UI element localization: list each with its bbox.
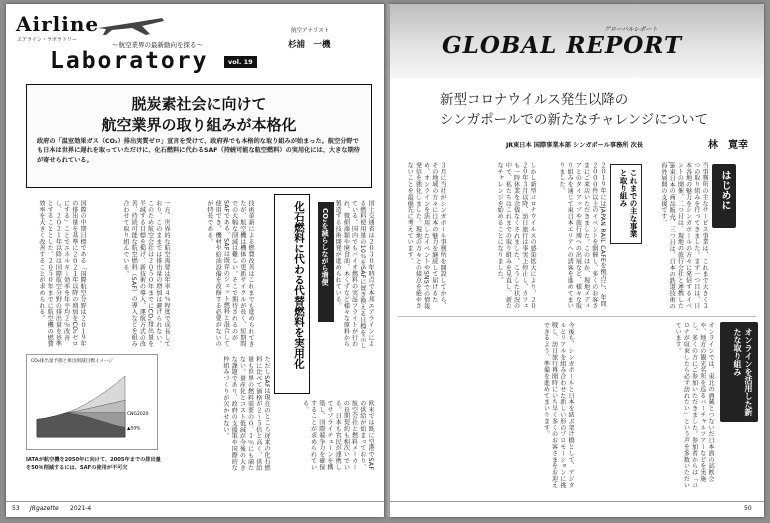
body-column: 一方、世界的な航空需要は年率４％程度で成長しており、このままでは排出量の増加は避けられない。このため航空会社は２０５０年までにCO₂排出量を半減する目標を掲げ、新技術の導入、運航方式の改善、持続可能な航空燃料（SAF）の導入などを組み合わせて取り組んでいる。 bbox=[121, 200, 170, 348]
co2-chart bbox=[31, 367, 155, 445]
side-subheading: CO₂を減らしながら増便 bbox=[321, 208, 329, 286]
section-heading-text: これまでの主な事業と取り組み bbox=[619, 169, 638, 238]
section-heading-hajimeni bbox=[712, 164, 736, 228]
side-heading-box bbox=[274, 194, 310, 394]
lead-paragraph: 政府の「温室効果ガス（CO₂）排出実質ゼロ」宣言を受けて、政府界でも本格的な取り組みが始まった。航空分野でも日本は世界に遅れを取っていただけに、化石燃料に代わるSAF（持続可能な航空燃料）の実用化には、大きな期待が寄せられている。 bbox=[37, 138, 360, 164]
footer-page-number: 50 bbox=[744, 505, 752, 512]
chart-series-label: CNG2020 bbox=[127, 411, 149, 417]
body-column: 技術革新による燃費改善はこれまでも進められてきたが、航空機は機体の更新サイクルが長く、短期間での大幅な削減は難しい。そこで期待されるのがSAFである。SAFは既存のジェット燃料と混合して使用でき、機材や給油設備を改修する必要がないのが特長である。 bbox=[205, 200, 254, 348]
body-column: オンラインでは、東北の酒蔵とつないだ日本酒の試飲会や、地方の観光名所を巡るバーチャルツアーなどを実施し、多くの方にご参加いただきました。参加者からは「コロナが収束したら必ず訪れたい」という声を多数いただいています。 bbox=[674, 322, 714, 489]
side-subheading-bar bbox=[318, 202, 334, 322]
body-column: 今後も、シンガポールと日本を結ぶ架け橋として、デジタルとリアルを組み合わせた新しい形のプロモーションに挑戦し、訪日旅行再開時にいち早く多くのお客さまをお迎えできるよう、準備を進めてまいります。 bbox=[542, 322, 574, 489]
section-heading-text: はじめに bbox=[719, 170, 730, 210]
left-page bbox=[6, 4, 384, 517]
section-heading-text: オンラインを活用した新たな取り組み bbox=[733, 328, 753, 416]
footer-issue: 2021-4 bbox=[70, 505, 92, 512]
author-name: 杉浦 一機 bbox=[288, 40, 331, 50]
chart-caption: IATAが航空機を2050年に向けて、2005年までの排出量を50％削減するには、SAFの使用が不可欠 bbox=[26, 457, 161, 471]
author-role: 航空アナリスト bbox=[291, 28, 330, 34]
column-divider bbox=[398, 316, 756, 317]
body-column: 国土交通省は２０３０年時点で本邦エアラインによる燃料使用量の10％をSAFに置き換える目標を示している。国内でもバイオ燃料の実証フライトが行われ、微細藻類や廃食油、木くずなど様々な原料から製造する技術開発が進められている。 bbox=[334, 200, 374, 349]
body-column: しかし新型コロナウイルスの感染拡大により、２０２０年３月以降、訪日旅行は事実上停止し、カフェも一時休業を余儀なくされました。こうした状況の中で、私たちはこれまでの取り組みを見直し、新たなチャレンジを始めることになりました。 bbox=[496, 162, 536, 310]
volume-badge: vol. 19 bbox=[224, 56, 257, 68]
airplane-icon bbox=[96, 14, 166, 36]
headline-box bbox=[26, 84, 372, 188]
section-heading-online bbox=[720, 322, 758, 422]
series-title-airline: Airline bbox=[16, 12, 100, 36]
series-title-laboratory: Laboratory bbox=[50, 48, 209, 74]
author-name: 林 寛幸 bbox=[708, 140, 748, 151]
footer-magazine: JRgazette bbox=[30, 505, 59, 512]
series-kana: エアライン・ラボラトリー bbox=[17, 37, 77, 43]
body-column: 欧米では既に空港でSAFの供給が始まっており、航空会社と燃料メーカーの長期契約も相次いでいる。日本も官民が連携してサプライチェーンを構築し、国際競争力を確保することが求められている。 bbox=[301, 400, 374, 471]
footer-rule bbox=[6, 501, 384, 502]
chart-title: CO₂排出量予測と排出削減目標イメージ bbox=[31, 359, 114, 364]
series-kana: グローバルレポート bbox=[604, 26, 658, 33]
headline-line-1: 脱炭素社会に向けて bbox=[131, 95, 267, 113]
side-heading-main: 化石燃料に代わる代替燃料を実用化 bbox=[293, 201, 305, 369]
byline: JR東日本 国際事業本部 シンガポール事務所 次長 bbox=[506, 142, 643, 149]
headline-line-1: 新型コロナウイルス発生以降の bbox=[440, 92, 629, 108]
series-title: GLOBAL REPORT bbox=[442, 32, 683, 59]
body-column: ただしSAFは現在のところ従来の化石燃料に比べて価格が２〜５倍と高く、供給量も世界の燃料需要の０．１％にも満たない。量産化とコスト低減が今後の大きな課題であり、政府の支援策や国際的な枠組みづくりが欠かせない。 bbox=[221, 356, 270, 472]
body-column: ３月に当社がシンガポール事務所を開設してから、その地域の方々に日本の魅力を継続して届けるため、オンラインを活用したイベントやSNSでの情報発信を強化しました。現地の方々との接点を絶やさないことを最優先に考えています。 bbox=[406, 162, 446, 310]
body-column: ２０１９年にはJAPAN RAIL CAFEを拠点に、年間２０００件以上のイベントを開催し、多くのお客さまにご来店いただきました。このほか、現地メディアとのタイアップや旅行博への出展など、様々な取り組みを通じて東日本エリアへの誘客を進めてまいりました。 bbox=[557, 162, 606, 310]
body-column: 当事務所の主なサービス事業は、これまで大きく３つの取り組みを行ってきました。まず一つ目は、日本各地の魅力をシンガポールの方々に発信するイベントの開催、二つ目は、現地の旅行会社と連携したJR東日本の商品販売、三つ目は、日本の鉄道技術の海外展開の支援です。 bbox=[659, 162, 708, 310]
footer-rule bbox=[390, 501, 764, 502]
right-page bbox=[390, 4, 764, 517]
chart-series-label: ▲50% bbox=[127, 426, 141, 432]
section-heading-business bbox=[610, 164, 642, 244]
chart-box bbox=[26, 354, 158, 450]
headline-line-2: シンガポールでの新たなチャレンジについて bbox=[440, 112, 709, 128]
footer-page-number: 53 bbox=[12, 505, 20, 512]
body-column: 国際の中期目標である「国際航空分野は２０１９年の排出量を基準に２０２１年以降の増加をCO₂ゼロにする」ことでエネルギー効率を年平均２％改善し、２０２１年以降は国際航空分野の排出量を基準とすることとした。２０５０年までに航空機の燃費効率を大きく改善することが求められる。 bbox=[37, 200, 86, 348]
series-subtitle: 〜航空業界の最新動向を探る〜 bbox=[112, 41, 203, 49]
headline-line-2: 航空業界の取り組みが本格化 bbox=[101, 116, 297, 134]
